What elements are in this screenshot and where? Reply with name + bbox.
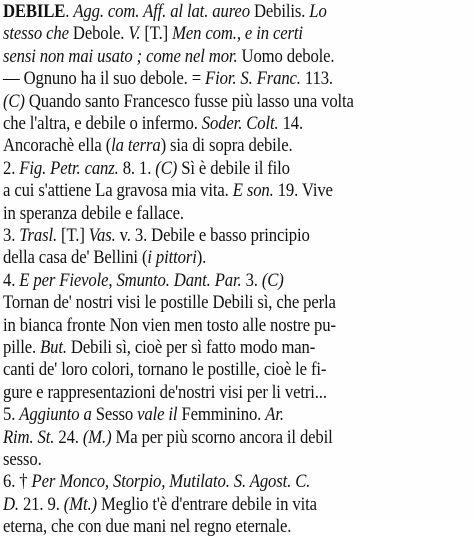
text-segment: 14.	[278, 113, 304, 134]
text-segment: Ma per più scorno ancora il debil	[111, 426, 333, 448]
italic-segment: E per Fievole, Smunto. Dant. Par.	[19, 269, 242, 291]
italic-segment: Fior. S. Franc.	[205, 68, 301, 90]
italic-segment: (Mt.)	[63, 493, 97, 515]
italic-segment: (C)	[3, 90, 25, 112]
text-segment: 2.	[3, 157, 20, 179]
text-segment: 19. Vive	[273, 180, 333, 202]
entry-line-13	[3, 269, 411, 292]
entry-line-4	[3, 67, 411, 90]
text-segment: 4.	[3, 269, 20, 291]
italic-segment: (M.)	[82, 426, 112, 448]
text-segment: 6. †	[3, 471, 32, 493]
entry-line-23	[3, 493, 411, 516]
entry-line-20	[3, 426, 411, 449]
text-segment: 3.	[3, 225, 20, 246]
text-segment: Uomo debole.	[237, 45, 335, 67]
italic-segment: But.	[40, 337, 67, 358]
entry-line-11	[3, 224, 411, 247]
italic-segment: i pittori	[147, 247, 197, 269]
italic-segment: (C)	[261, 269, 284, 291]
text-segment: in speranza debile e fallace.	[3, 202, 184, 224]
text-segment: Meglio t'è d'entrare debile in vita	[96, 493, 317, 515]
italic-segment: E son.	[232, 180, 274, 202]
italic-segment: Trasl.	[19, 225, 58, 246]
entry-line-12	[3, 246, 411, 269]
entry-line-17	[3, 358, 411, 381]
text-segment: Debili sì, cioè per sì fatto modo man-	[66, 337, 316, 358]
text-segment: eterna, che con due mani nel regno eternale.	[3, 516, 292, 538]
text-segment: Debole.	[68, 23, 129, 45]
italic-segment: Soder. Colt.	[201, 113, 279, 134]
text-segment: 5.	[3, 404, 20, 426]
text-segment: [T.]	[140, 23, 173, 45]
text-segment: 24.	[54, 426, 83, 448]
text-segment: ) sia di sopra debile.	[160, 135, 293, 157]
entry-line-7	[3, 134, 411, 157]
entry-line-10	[3, 202, 411, 225]
text-segment: Ancorachè ella (	[3, 135, 112, 157]
entry-line-1	[3, 0, 411, 23]
italic-segment: Aggiunto a	[19, 404, 92, 426]
entry-line-16	[3, 336, 411, 359]
italic-segment: Fig. Petr. canz.	[19, 157, 119, 179]
text-segment: gure e rappresentazioni de'nostri visi per li vetri...	[3, 381, 327, 403]
entry-line-3	[3, 45, 411, 68]
italic-segment: Rim. St.	[3, 426, 55, 448]
italic-segment: D.	[3, 493, 19, 515]
italic-segment: vale il	[137, 404, 178, 426]
text-segment: — Ognuno ha il suo debole. =	[3, 68, 206, 90]
text-segment: sesso.	[3, 449, 42, 470]
entry-line-5	[3, 90, 411, 113]
entry-line-6	[3, 112, 411, 135]
text-segment: canti de' loro colori, tornano le postille, cioè le fi-	[3, 359, 327, 381]
text-segment: che l'altra, e debile o infermo.	[3, 113, 202, 134]
italic-segment: (C)	[155, 157, 178, 179]
entry-line-8	[3, 157, 411, 180]
text-segment: 3.	[241, 269, 262, 291]
text-segment: Quando santo Francesco fusse più lasso una volta	[24, 90, 354, 112]
italic-segment: sensi non mai usato ; come nel mor.	[3, 45, 238, 67]
text-segment: pille.	[3, 337, 41, 358]
italic-segment: Men com., e in certi	[172, 23, 303, 45]
italic-segment: Lo	[309, 1, 327, 22]
italic-segment: Ar.	[265, 404, 284, 426]
entry-line-22	[3, 470, 411, 493]
text-segment: Femminino.	[177, 404, 266, 426]
italic-segment: stesso che	[3, 23, 69, 45]
text-segment: Sì è debile il filo	[177, 157, 290, 179]
text-segment: 113.	[300, 68, 333, 90]
entry-line-21	[3, 448, 411, 471]
text-segment: v. 3. Debile e basso principio	[115, 225, 310, 246]
text-segment: .	[65, 1, 74, 22]
italic-segment: Agg. com. Aff. al lat. aureo	[73, 1, 250, 22]
italic-segment: la terra	[111, 135, 161, 157]
text-segment: 21. 9.	[18, 493, 64, 515]
text-segment: a cui s'attiene La gravosa mia vita.	[3, 180, 233, 202]
text-segment: 8. 1.	[118, 157, 156, 179]
text-segment: Debilis.	[249, 1, 310, 22]
entry-line-2	[3, 22, 411, 45]
italic-segment: Vas.	[88, 225, 116, 246]
headword: DEBILE	[3, 1, 66, 22]
text-segment: Sesso	[91, 404, 138, 426]
entry-line-9	[3, 179, 411, 202]
entry-line-18	[3, 381, 411, 404]
text-segment: della casa de' Bellini (	[3, 247, 148, 269]
entry-line-15	[3, 314, 411, 337]
entry-line-14	[3, 291, 411, 314]
text-segment: Tornan de' nostri visi le postille Debili sì, che perla	[3, 292, 336, 314]
text-segment: [T.]	[57, 225, 89, 246]
entry-line-19	[3, 403, 411, 426]
text-segment: in bianca fronte Non vien men tosto alle nostre pu-	[3, 314, 336, 336]
text-segment: ).	[196, 247, 207, 269]
italic-segment: Per Monco, Storpio, Mutilato. S. Agost. C.	[31, 471, 311, 493]
italic-segment: V.	[128, 23, 141, 45]
